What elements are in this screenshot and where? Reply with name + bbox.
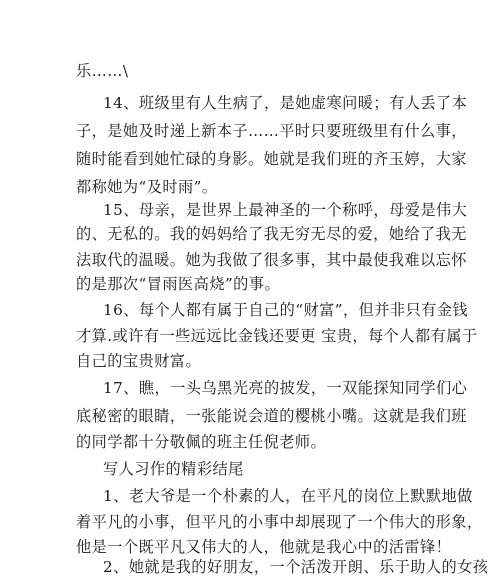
cutoff-line-clip xyxy=(76,558,496,576)
paragraph-16-line-2: 才算.或许有一些远远比金钱还要更 宝贵，每个人都有属于 xyxy=(76,327,478,345)
paragraph-15-line-1: 15、母亲，是世界上最神圣的一个称呼，母爱是伟大 xyxy=(103,201,468,219)
paragraph-15-line-3: 法取代的温暖。她为我做了很多事，其中最使我难以忘怀 xyxy=(76,251,467,269)
text-line-continuation: 乐……\ xyxy=(76,62,129,80)
ending-1-line-3: 他是一个既平凡又伟大的人，他就是我心中的活雷锋！ xyxy=(76,538,452,556)
ending-1-line-2: 着平凡的小事，但平凡的小事中却展现了一个伟大的形象， xyxy=(76,513,483,531)
paragraph-14-line-2: 子，是她及时递上新本子……平时只要班级里有什么事， xyxy=(76,122,467,140)
paragraph-17-line-1: 17、瞧，一头乌黑光亮的披发，一双能探知同学们心 xyxy=(103,379,468,397)
ending-2-line-1-cut: 2、她就是我的好朋友，一个活泼开朗、乐于助人的女孩 xyxy=(103,558,489,576)
paragraph-17-line-2: 底秘密的眼睛，一张能说会道的樱桃小嘴。这就是我们班 xyxy=(76,407,467,425)
paragraph-15-line-2: 的、无私的。我的妈妈给了我无穷无尽的爱，她给了我无 xyxy=(76,225,467,243)
section-heading: 写人习作的精彩结尾 xyxy=(103,460,244,478)
paragraph-16-line-3: 自己的宝贵财富。 xyxy=(76,352,202,370)
ending-1-line-1: 1、老大爷是一个朴素的人，在平凡的岗位上默默地做 xyxy=(103,487,473,505)
paragraph-16-line-1: 16、每个人都有属于自己的“财富”，但并非只有金钱 xyxy=(103,301,469,319)
paragraph-17-line-3: 的同学都十分敬佩的班主任倪老师。 xyxy=(76,433,327,451)
paragraph-14-line-3: 随时能看到她忙碌的身影。她就是我们班的齐玉婷，大家 xyxy=(76,150,467,168)
paragraph-14-line-4: 都称她为“及时雨”。 xyxy=(76,178,218,196)
paragraph-14-line-1: 14、班级里有人生病了，是她虚寒问暖；有人丢了本 xyxy=(103,94,468,112)
paragraph-15-line-4: 的是那次“冒雨医高烧”的事。 xyxy=(76,275,281,293)
